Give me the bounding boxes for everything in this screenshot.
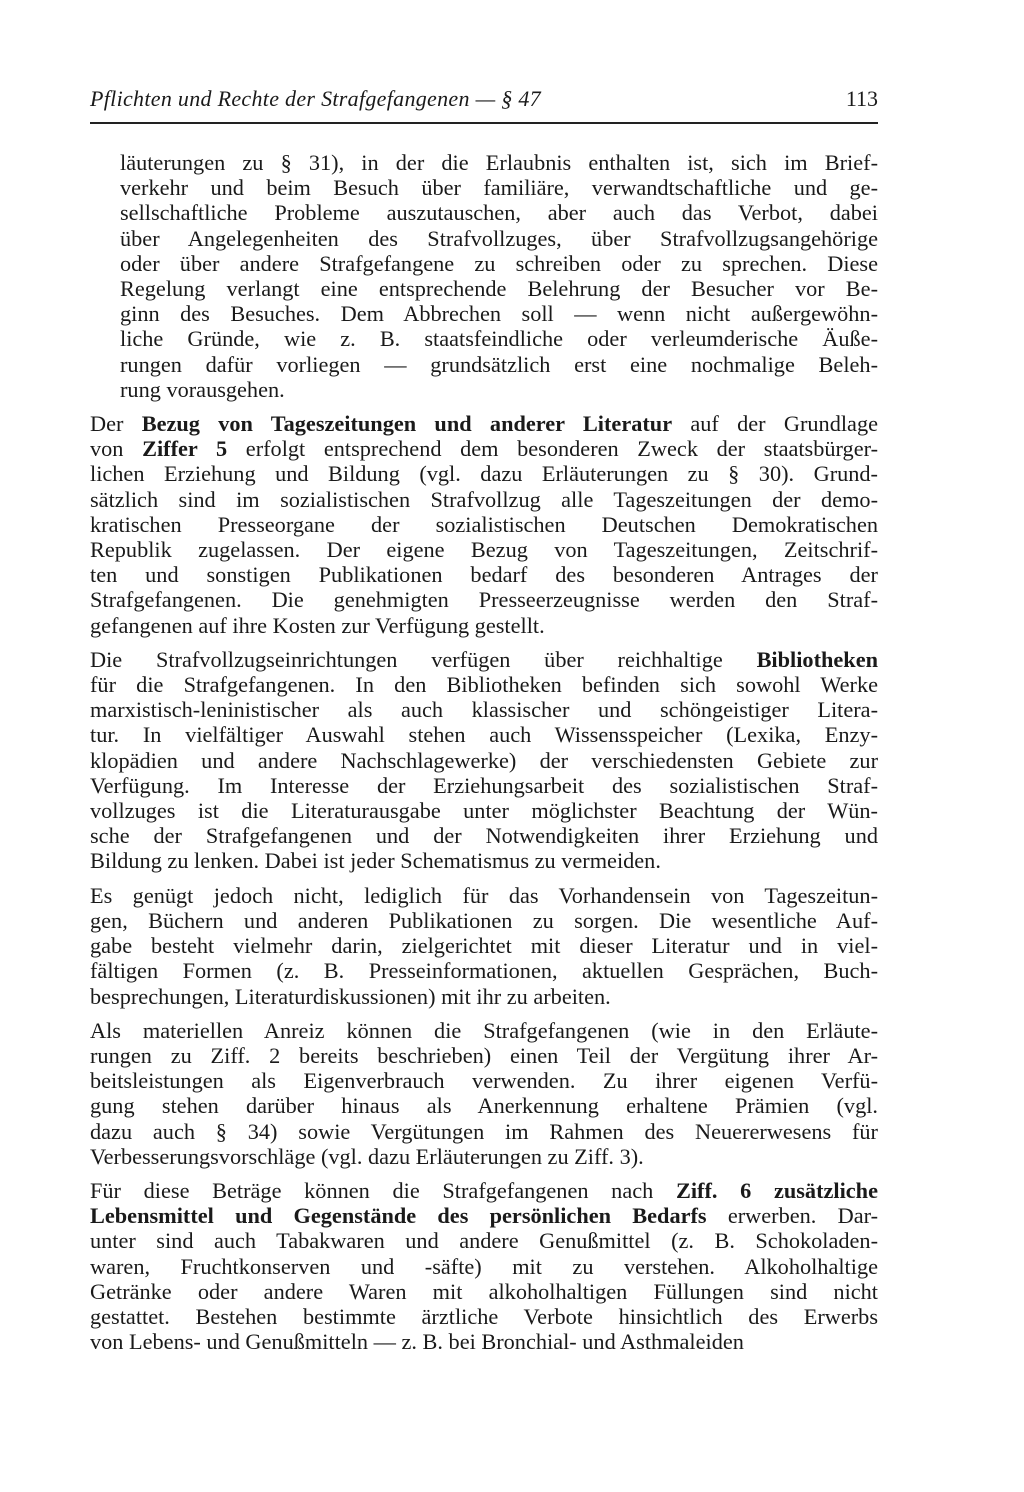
text-line <box>90 984 878 1009</box>
text-line <box>120 251 878 276</box>
text-run: marxistisch-leninistischer als auch klassischer und schöngeistiger Litera- <box>90 697 878 723</box>
text-run: sche der Strafgefangenen und der Notwendigkeiten ihrer Erziehung und <box>90 823 878 849</box>
text-run: erwerben. Dar- <box>706 1203 878 1229</box>
text-line <box>90 1329 878 1354</box>
text-run: sellschaftliche Probleme auszutauschen, aber auch das Verbot, dabei <box>120 200 878 226</box>
text-line <box>120 377 878 402</box>
bold-term: Ziffer 5 <box>142 436 228 462</box>
text-line <box>90 933 878 958</box>
text-run: von <box>90 436 143 462</box>
text-line <box>90 436 878 461</box>
text-run: gabe besteht vielmehr darin, zielgerichtet mit dieser Literatur und in viel- <box>90 933 878 959</box>
text-line <box>90 1279 878 1304</box>
text-run: gung stehen darüber hinaus als Anerkennung erhaltene Prämien (vgl. <box>90 1093 878 1119</box>
text-line <box>120 352 878 377</box>
text-line <box>120 301 878 326</box>
text-line <box>90 1093 878 1118</box>
text-line <box>90 1119 878 1144</box>
text-line <box>90 487 878 512</box>
text-run: erfolgt entsprechend dem besonderen Zweck der staatsbürger- <box>227 436 878 462</box>
body-text <box>90 150 878 1354</box>
paragraph <box>90 150 878 402</box>
text-line <box>90 823 878 848</box>
text-line <box>90 697 878 722</box>
text-run: von Lebens- und Genußmitteln — z. B. bei Bronchial- und Asthmaleiden <box>90 1329 744 1355</box>
text-line <box>90 908 878 933</box>
text-run: gen, Büchern und anderen Publikationen zu sorgen. Die wesentliche Auf- <box>90 907 878 933</box>
text-line <box>90 883 878 908</box>
text-line <box>90 587 878 612</box>
text-run: rungen zu Ziff. 2 bereits beschrieben) einen Teil der Vergütung ihrer Ar- <box>90 1042 878 1068</box>
text-run: sätzlich sind im sozialistischen Strafvollzug alle Tageszeitungen der demo- <box>90 486 878 512</box>
text-run: kratischen Presseorgane der sozialistischen Deutschen Demokratischen <box>90 511 878 537</box>
text-run: vollzuges ist die Literaturausgabe unter möglichster Beachtung der Wün- <box>90 798 878 824</box>
text-run: verkehr und beim Besuch über familiäre, verwandtschaftliche und ge- <box>120 175 878 201</box>
bold-term: Bibliotheken <box>756 646 878 672</box>
text-run: Strafgefangenen. Die genehmigten Presseerzeugnisse werden den Straf- <box>90 587 878 613</box>
text-line <box>90 1043 878 1068</box>
text-line <box>90 722 878 747</box>
text-run: Verbesserungsvorschläge (vgl. dazu Erläuterungen zu Ziff. 3). <box>90 1143 644 1169</box>
text-line <box>120 150 878 175</box>
text-run: Die Strafvollzugseinrichtungen verfügen über reichhaltige <box>90 646 757 672</box>
text-run: Für diese Beträge können die Strafgefangenen nach <box>90 1177 676 1203</box>
text-run: gefangenen auf ihre Kosten zur Verfügung gestellt. <box>90 612 545 638</box>
text-line <box>90 613 878 638</box>
text-run: für die Strafgefangenen. In den Bibliotheken befinden sich sowohl Werke <box>90 672 878 698</box>
text-line <box>90 672 878 697</box>
text-line <box>90 798 878 823</box>
text-line <box>90 1144 878 1169</box>
text-line <box>90 958 878 983</box>
text-run: Der <box>90 411 142 437</box>
text-run: unter sind auch Tabakwaren und andere Genußmittel (z. B. Schokoladen- <box>90 1228 878 1254</box>
paragraph <box>90 411 878 638</box>
text-line <box>120 326 878 351</box>
text-run: Bildung zu lenken. Dabei ist jeder Schematismus zu vermeiden. <box>90 848 661 874</box>
text-line <box>90 1018 878 1043</box>
paragraph <box>90 1178 878 1354</box>
paragraph <box>90 1018 878 1169</box>
text-line <box>120 276 878 301</box>
bold-term: Lebensmittel und Gegenstände des persönlichen Bedarfs <box>90 1203 707 1229</box>
text-run: klopädien und andere Nachschlagewerke) der verschiedensten Gebiete zur <box>90 747 878 773</box>
text-run: fältigen Formen (z. B. Presseinformationen, aktuellen Gesprächen, Buch- <box>90 958 878 984</box>
text-line <box>120 226 878 251</box>
text-run: Als materiellen Anreiz können die Strafgefangenen (wie in den Erläute- <box>90 1017 878 1043</box>
text-run: lichen Erziehung und Bildung (vgl. dazu Erläuterungen zu § 30). Grund- <box>90 461 878 487</box>
text-line <box>120 175 878 200</box>
text-line <box>120 200 878 225</box>
text-line <box>90 562 878 587</box>
text-run: läuterungen zu § 31), in der die Erlaubnis enthalten ist, sich im Brief- <box>120 150 878 175</box>
text-line <box>90 1228 878 1253</box>
text-run: besprechungen, Literaturdiskussionen) mit ihr zu arbeiten. <box>90 983 611 1009</box>
text-run: oder über andere Strafgefangene zu schreiben oder zu sprechen. Diese <box>120 250 878 276</box>
text-run: dazu auch § 34) sowie Vergütungen im Rahmen des Neuererwesens für <box>90 1118 878 1144</box>
text-line <box>90 647 878 672</box>
text-run: ten und sonstigen Publikationen bedarf des besonderen Antrages der <box>90 562 878 588</box>
text-run: rung vorausgehen. <box>120 376 285 402</box>
text-line <box>90 1203 878 1228</box>
page-header <box>90 86 878 116</box>
running-title: Pflichten und Rechte der Strafgefangenen — § 47 <box>90 86 541 111</box>
text-run: über Angelegenheiten des Strafvollzuges, über Strafvollzugsangehörige <box>120 225 878 251</box>
text-run: Regelung verlangt eine entsprechende Belehrung der Besucher vor Be- <box>120 276 878 302</box>
text-run: rungen dafür vorliegen — grundsätzlich erst eine nochmalige Beleh- <box>120 351 878 377</box>
text-run: Republik zugelassen. Der eigene Bezug von Tageszeitungen, Zeitschrif- <box>90 537 878 563</box>
text-run: Getränke oder andere Waren mit alkoholhaltigen Füllungen sind nicht <box>90 1278 878 1304</box>
text-run: tur. In vielfältiger Auswahl stehen auch Wissensspeicher (Lexika, Enzy- <box>90 722 878 748</box>
text-line <box>90 773 878 798</box>
page-number: 113 <box>845 86 878 111</box>
text-line <box>90 1254 878 1279</box>
text-line <box>90 1068 878 1093</box>
text-line <box>90 461 878 486</box>
text-line <box>90 1304 878 1329</box>
text-run: liche Gründe, wie z. B. staatsfeindliche oder verleumderische Äuße- <box>120 326 878 352</box>
bold-term: Bezug von Tageszeitungen und anderer Literatur <box>141 411 673 437</box>
text-run: Es genügt jedoch nicht, lediglich für das Vorhandensein von Tageszeitun- <box>90 882 878 908</box>
text-line <box>90 411 878 436</box>
text-line <box>90 512 878 537</box>
text-run: auf der Grundlage <box>672 411 878 437</box>
text-run: waren, Fruchtkonserven und -säfte) mit zu verstehen. Alkoholhaltige <box>90 1253 878 1279</box>
text-line <box>90 748 878 773</box>
text-run: gestattet. Bestehen bestimmte ärztliche Verbote hinsichtlich des Erwerbs <box>90 1303 878 1329</box>
bold-term: Ziff. 6 zusätzliche <box>675 1177 878 1203</box>
paragraph <box>90 647 878 874</box>
header-rule <box>90 122 878 124</box>
text-line <box>90 1178 878 1203</box>
text-run: beitsleistungen als Eigenverbrauch verwenden. Zu ihrer eigenen Verfü- <box>90 1068 878 1094</box>
text-run: ginn des Besuches. Dem Abbrechen soll — wenn nicht außergewöhn- <box>120 301 878 327</box>
text-line <box>90 848 878 873</box>
paragraph <box>90 883 878 1009</box>
text-run: Verfügung. Im Interesse der Erziehungsarbeit des sozialistischen Straf- <box>90 772 878 798</box>
text-line <box>90 537 878 562</box>
